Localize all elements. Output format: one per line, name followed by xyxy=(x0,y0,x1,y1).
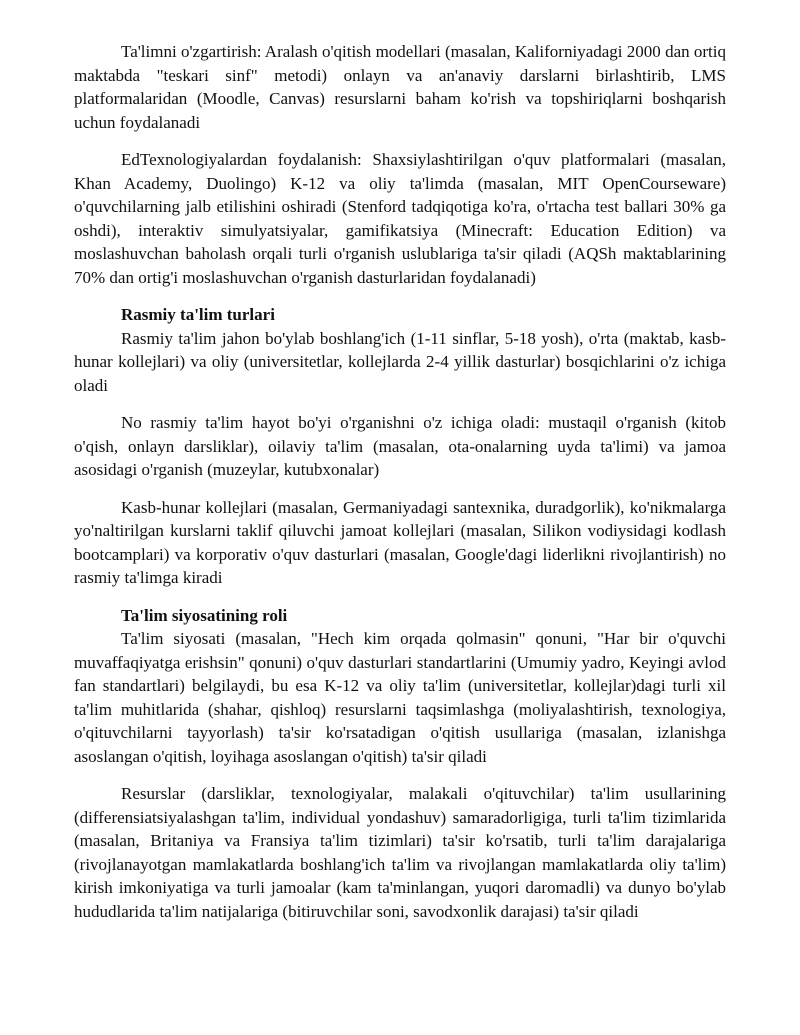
section-heading-formal-education: Rasmiy ta'lim turlari xyxy=(121,305,275,324)
paragraph-edtech: EdTexnologiyalardan foydalanish: Shaxsiylashtirilgan o'quv platformalari (masalan, Khan Academy, Duolingo) K-12 va oliy ta'limda (masalan, MIT OpenCourseware) o'quvchilarning jalb etilishini oshiradi (Stenford tadqiqotiga ko'ra, o'rtacha test ballari 30% ga oshdi), interaktiv simulyatsiyalar, gamifikatsiya (Minecraft: Education Edition) va moslashuvchan baholash orqali turli o'rganish uslublariga ta'sir qiladi (AQSh maktablarining 70% dan ortig'i moslashuvchan o'rganish dasturlaridan foydalanadi) xyxy=(74,150,726,287)
section-heading-education-policy: Ta'lim siyosatining roli xyxy=(121,605,288,625)
paragraph-vocational-colleges: Kasb-hunar kollejlari (masalan, Germaniyadagi santexnika, duradgorlik), ko'nikmalarga yo'naltirilgan kurslarni taklif qiluvchi jamoat kollejlari (masalan, Silikon vodiysidagi kodlash bootcamplari) va korporativ o'quv dasturlari (masalan, Google'dagi liderlikni rivojlantirish) no rasmiy ta'limga kiradi xyxy=(74,497,726,587)
paragraph-formal-education: Rasmiy ta'lim jahon bo'ylab boshlang'ich (1-11 sinflar, 5-18 yosh), o'rta (maktab, kasb-hunar kollejlari) va oliy (universitetlar, kollejlarda 2-4 yillik dasturlar) bosqichlarini o'z ichiga oladi xyxy=(74,328,726,395)
paragraph-education-policy: Ta'lim siyosati (masalan, "Hech kim orqada qolmasin" qonuni, "Har bir o'quvchi muvaffaqiyatga erishsin" qonuni) o'quv dasturlari standartlarini (Umumiy yadro, Keyingi avlod fan standartlari) belgilaydi, bu esa K-12 va oliy ta'lim (universitetlar, kollejlar)dagi turli xil ta'lim muhitlarida (shahar, qishloq) resurslarni taqsimlashga (moliyalashtirish, texnologiya, o'qituvchilarni tayyorlash) ta'sir ko'rsatadigan o'qitish usullariga (masalan, izlanishga asoslangan o'qitish, loyihaga asoslangan o'qitish) ta'sir qiladi xyxy=(74,629,726,766)
paragraph-nonformal-education: No rasmiy ta'lim hayot bo'yi o'rganishni o'z ichiga oladi: mustaqil o'rganish (kitob o'qish, onlayn darsliklar), oilaviy ta'lim (masalan, ota-onalarning uyda ta'limi) va jamoa asosidagi o'rganish (muzeylar, kutubxonalar) xyxy=(74,413,726,479)
document-page xyxy=(74,40,726,937)
paragraph-resources: Resurslar (darsliklar, texnologiyalar, malakali o'qituvchilar) ta'lim usullarining (differensiatsiyalashgan ta'lim, individual yondashuv) samaradorligiga, turli ta'lim tizimlarida (masalan, Britaniya va Fransiya ta'lim tizimlari) ta'sir ko'rsatib, turli ta'lim darajalariga (rivojlanayotgan mamlakatlarda boshlang'ich ta'lim va rivojlangan mamlakatlarda oliy ta'lim) kirish imkoniyatiga va turli jamoalar (kam ta'minlangan, yuqori daromadli) va dunyo bo'ylab hududlarida ta'lim natijalariga (bitiruvchilar soni, savodxonlik darajasi) ta'sir qiladi xyxy=(74,784,726,921)
paragraph-blended-learning: Ta'limni o'zgartirish: Aralash o'qitish modellari (masalan, Kaliforniyadagi 2000 dan ortiq maktabda "teskari sinf" metodi) onlayn va an'anaviy darslarni birlashtirib, LMS platformalaridan (Moodle, Canvas) resurslarni baham ko'rish va topshiriqlarni boshqarish uchun foydalanadi xyxy=(74,42,726,132)
